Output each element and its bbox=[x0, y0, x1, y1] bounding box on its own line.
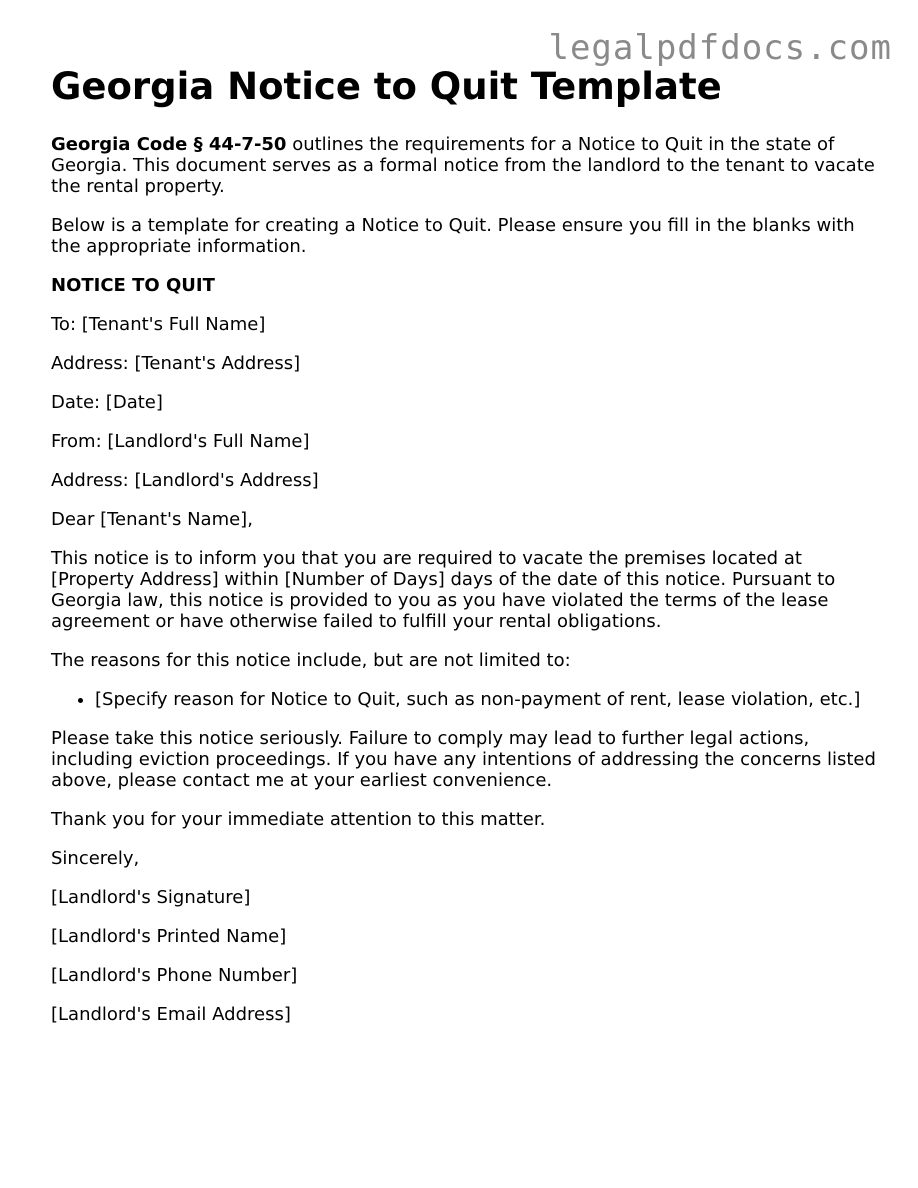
list-item: • [Specify reason for Notice to Quit, such as non-payment of rent, lease violation, etc.] bbox=[95, 689, 881, 710]
instructions-paragraph: Below is a template for creating a Notice to Quit. Please ensure you fill in the blanks with the appropriate information. bbox=[51, 215, 855, 257]
intro-paragraph bbox=[51, 134, 881, 197]
to-field: To: [Tenant's Full Name] bbox=[51, 314, 266, 335]
phone-line: [Landlord's Phone Number] bbox=[51, 965, 298, 986]
warning-paragraph: Please take this notice seriously. Failure to comply may lead to further legal actions, including eviction proceedings. If you have any intentions of addressing the concerns listed above, please contact me at your earliest convenience. bbox=[51, 728, 876, 791]
thanks-line: Thank you for your immediate attention to this matter. bbox=[51, 809, 546, 830]
document-body bbox=[51, 64, 881, 1043]
reasons-intro: The reasons for this notice include, but are not limited to: bbox=[51, 650, 571, 671]
from-field: From: [Landlord's Full Name] bbox=[51, 431, 310, 452]
code-reference: Georgia Code § 44-7-50 bbox=[51, 134, 287, 155]
landlord-address-field: Address: [Landlord's Address] bbox=[51, 470, 319, 491]
closing-line: Sincerely, bbox=[51, 848, 140, 869]
intro-text: outlines the requirements for a Notice to Quit in the state of Georgia. This document serves as a formal notice from the landlord to the tenant to vacate the rental property. bbox=[51, 134, 875, 197]
salutation: Dear [Tenant's Name], bbox=[51, 509, 253, 530]
body-paragraph: This notice is to inform you that you are required to vacate the premises located at [Property Address] within [Number of Days] days of the date of this notice. Pursuant to Georgia law, this notice is provided to you as you have violated the terms of the lease agreement or have otherwise failed to fulfill your rental obligations. bbox=[51, 548, 836, 632]
tenant-address-field: Address: [Tenant's Address] bbox=[51, 353, 301, 374]
date-field: Date: [Date] bbox=[51, 392, 163, 413]
printed-name-line: [Landlord's Printed Name] bbox=[51, 926, 287, 947]
document-title: Georgia Notice to Quit Template bbox=[51, 65, 722, 108]
reasons-list bbox=[51, 689, 881, 710]
signature-line: [Landlord's Signature] bbox=[51, 887, 251, 908]
email-line: [Landlord's Email Address] bbox=[51, 1004, 291, 1025]
site-watermark: legalpdfdocs.com bbox=[548, 28, 892, 68]
notice-heading: NOTICE TO QUIT bbox=[51, 275, 215, 296]
